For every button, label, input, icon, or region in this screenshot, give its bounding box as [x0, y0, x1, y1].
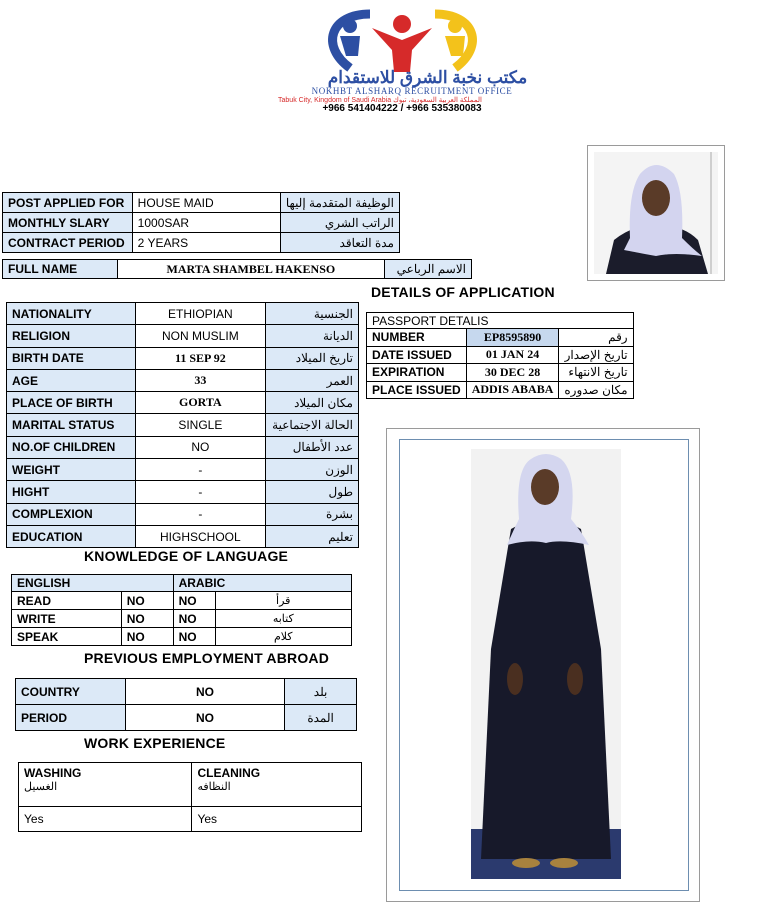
personal-label: PLACE OF BIRTH	[7, 392, 136, 414]
personal-label: HIGHT	[7, 481, 136, 503]
personal-arabic: العمر	[266, 369, 359, 391]
personal-label: RELIGION	[7, 325, 136, 347]
language-row	[12, 610, 352, 628]
company-name-english: NOKHBT ALSHARQ RECRUITMENT OFFICE	[311, 86, 513, 96]
job-arabic: الراتب الشري	[280, 213, 399, 233]
personal-label: MARITAL STATUS	[7, 414, 136, 436]
language-label: WRITE	[12, 610, 122, 628]
passport-value: 30 DEC 28	[466, 364, 559, 382]
job-row	[3, 233, 400, 253]
employment-label: PERIOD	[16, 705, 126, 731]
personal-arabic: الوزن	[266, 459, 359, 481]
job-arabic: مدة التعاقد	[280, 233, 399, 253]
company-phones: +966 541404222 / +966 535380083	[322, 103, 482, 114]
portrait-photo	[594, 152, 718, 274]
portrait-photo-frame	[587, 145, 725, 281]
personal-arabic: الديانة	[266, 325, 359, 347]
experience-value: Yes	[19, 807, 192, 832]
experience-arabic: الغسيل	[24, 781, 58, 793]
personal-row	[7, 392, 359, 414]
passport-value: EP8595890	[466, 329, 559, 347]
language-label: SPEAK	[12, 628, 122, 646]
personal-label: BIRTH DATE	[7, 347, 136, 369]
employment-arabic: المدة	[285, 705, 357, 731]
personal-value: 33	[135, 369, 265, 391]
language-arabic-label: قرأ	[215, 592, 352, 610]
personal-row	[7, 525, 359, 547]
passport-table	[366, 312, 634, 399]
personal-arabic: طول	[266, 481, 359, 503]
company-location: Tabuk City, Kingdom of Saudi Arabia المملكة العربية السعودية، تبوك	[278, 97, 482, 104]
personal-row	[7, 303, 359, 325]
personal-row	[7, 369, 359, 391]
personal-row	[7, 325, 359, 347]
full-body-photo	[471, 449, 621, 879]
personal-value: ETHIOPIAN	[135, 303, 265, 325]
personal-arabic: الحالة الاجتماعية	[266, 414, 359, 436]
job-label: CONTRACT PERIOD	[3, 233, 133, 253]
passport-value: ADDIS ABABA	[466, 381, 559, 399]
language-english-value: NO	[121, 592, 173, 610]
language-arabic-label: كتابه	[215, 610, 352, 628]
full-name-value: MARTA SHAMBEL HAKENSO	[117, 260, 384, 279]
experience-label: WASHING	[24, 766, 82, 780]
job-value: 2 YEARS	[132, 233, 280, 253]
passport-row	[367, 346, 634, 364]
passport-row	[367, 381, 634, 399]
job-label: MONTHLY SLARY	[3, 213, 133, 233]
job-table	[2, 192, 400, 253]
full-name-label: FULL NAME	[3, 260, 118, 279]
job-value: HOUSE MAID	[132, 193, 280, 213]
personal-value: HIGHSCHOOL	[135, 525, 265, 547]
language-heading: KNOWLEDGE OF LANGUAGE	[84, 548, 289, 564]
personal-arabic: بشرة	[266, 503, 359, 525]
personal-label: COMPLEXION	[7, 503, 136, 525]
experience-arabic: النظافه	[197, 781, 231, 793]
experience-item-cleaning	[192, 763, 362, 807]
personal-value: -	[135, 481, 265, 503]
personal-table	[6, 302, 359, 548]
employment-table	[15, 678, 357, 731]
personal-row	[7, 347, 359, 369]
employment-value: NO	[125, 679, 284, 705]
personal-label: NO.OF CHILDREN	[7, 436, 136, 458]
language-row	[12, 592, 352, 610]
employment-arabic: بلد	[285, 679, 357, 705]
personal-row	[7, 414, 359, 436]
passport-value: 01 JAN 24	[466, 346, 559, 364]
personal-label: NATIONALITY	[7, 303, 136, 325]
personal-value: NON MUSLIM	[135, 325, 265, 347]
passport-label: PLACE ISSUED	[367, 381, 467, 399]
personal-value: GORTA	[135, 392, 265, 414]
personal-row	[7, 481, 359, 503]
personal-value: -	[135, 459, 265, 481]
full-body-photo-frame	[386, 428, 700, 902]
job-value: 1000SAR	[132, 213, 280, 233]
job-row	[3, 193, 400, 213]
personal-label: AGE	[7, 369, 136, 391]
passport-row	[367, 329, 634, 347]
passport-row	[367, 364, 634, 382]
details-heading: DETAILS OF APPLICATION	[371, 284, 555, 300]
passport-label: EXPIRATION	[367, 364, 467, 382]
personal-value: -	[135, 503, 265, 525]
passport-arabic: رقم	[559, 329, 633, 347]
employment-label: COUNTRY	[16, 679, 126, 705]
passport-arabic: تاريخ الإصدار	[559, 346, 633, 364]
experience-value: Yes	[192, 807, 362, 832]
personal-value: SINGLE	[135, 414, 265, 436]
personal-arabic: عدد الأطفال	[266, 436, 359, 458]
language-arabic-value: NO	[173, 610, 215, 628]
language-arabic-label: كلام	[215, 628, 352, 646]
personal-row	[7, 459, 359, 481]
language-english-value: NO	[121, 628, 173, 646]
full-name-arabic: الاسم الرباعي	[385, 260, 472, 279]
personal-row	[7, 503, 359, 525]
personal-value: 11 SEP 92	[135, 347, 265, 369]
experience-heading: WORK EXPERIENCE	[84, 735, 226, 751]
personal-row	[7, 436, 359, 458]
full-name-table	[2, 259, 472, 279]
company-name-arabic: مكتب نخبة الشرق للاستقدام	[327, 68, 528, 87]
experience-table	[18, 762, 362, 832]
passport-arabic: مكان صدوره	[559, 381, 633, 399]
personal-label: EDUCATION	[7, 525, 136, 547]
language-arabic-value: NO	[173, 592, 215, 610]
employment-row	[16, 705, 357, 731]
personal-arabic: الجنسية	[266, 303, 359, 325]
employment-row	[16, 679, 357, 705]
personal-value: NO	[135, 436, 265, 458]
personal-arabic: تعليم	[266, 525, 359, 547]
job-arabic: الوظيفة المتقدمة إليها	[280, 193, 399, 213]
language-col-arabic: ARABIC	[173, 575, 351, 592]
language-table	[11, 574, 352, 646]
language-col-english: ENGLISH	[12, 575, 174, 592]
personal-label: WEIGHT	[7, 459, 136, 481]
experience-label: CLEANING	[197, 766, 261, 780]
language-english-value: NO	[121, 610, 173, 628]
job-row	[3, 213, 400, 233]
job-label: POST APPLIED FOR	[3, 193, 133, 213]
passport-label: NUMBER	[367, 329, 467, 347]
passport-title: PASSPORT DETALIS	[367, 313, 634, 329]
personal-arabic: مكان الميلاد	[266, 392, 359, 414]
language-arabic-value: NO	[173, 628, 215, 646]
passport-label: DATE ISSUED	[367, 346, 467, 364]
language-label: READ	[12, 592, 122, 610]
personal-arabic: تاريخ الميلاد	[266, 347, 359, 369]
experience-item-washing	[19, 763, 192, 807]
employment-heading: PREVIOUS EMPLOYMENT ABROAD	[84, 650, 330, 666]
employment-value: NO	[125, 705, 284, 731]
passport-arabic: تاريخ الانتهاء	[559, 364, 633, 382]
language-row	[12, 628, 352, 646]
